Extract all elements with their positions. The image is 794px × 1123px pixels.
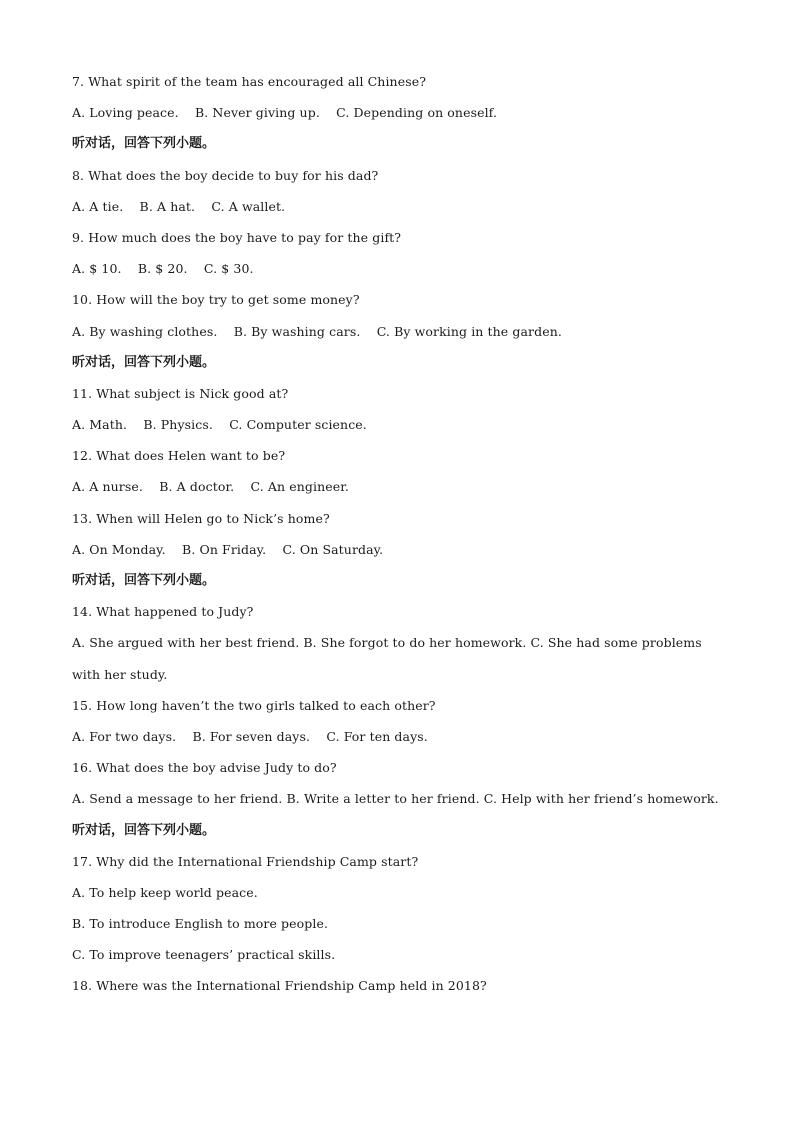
section-heading: 听对话，回答下列小题。 (72, 822, 216, 838)
question-11: 11. What subject is Nick good at? (72, 385, 289, 401)
question-14: 14. What happened to Judy? (72, 604, 254, 620)
question-8: 8. What does the boy decide to buy for his dad? (72, 167, 379, 183)
options-14: A. She argued with her best friend. B. She forgot to do her homework. C. She had some problems with her study. (72, 635, 702, 682)
question-10: 10. How will the boy try to get some money? (72, 292, 360, 308)
options-9: A. $ 10. B. $ 20. C. $ 30. (72, 261, 254, 277)
question-15: 15. How long haven’t the two girls talked to each other? (72, 697, 436, 713)
question-17: 17. Why did the International Friendship Camp start? (72, 853, 419, 869)
options-12: A. A nurse. B. A doctor. C. An engineer. (72, 479, 349, 495)
options-15: A. For two days. B. For seven days. C. For ten days. (72, 728, 428, 744)
options-11: A. Math. B. Physics. C. Computer science. (72, 417, 367, 433)
options-8: A. A tie. B. A hat. C. A wallet. (72, 198, 286, 214)
question-7: 7. What spirit of the team has encouraged all Chinese? (72, 74, 427, 89)
question-13: 13. When will Helen go to Nick’s home? (72, 510, 330, 526)
section-heading: 听对话，回答下列小题。 (72, 354, 216, 370)
options-7: A. Loving peace. B. Never giving up. C. Depending on oneself. (72, 105, 498, 121)
option-17-a: A. To help keep world peace. (72, 884, 258, 900)
question-9: 9. How much does the boy have to pay for the gift? (72, 229, 402, 245)
question-18: 18. Where was the International Friendship Camp held in 2018? (72, 978, 487, 994)
option-17-b: B. To introduce English to more people. (72, 916, 329, 932)
question-12: 12. What does Helen want to be? (72, 448, 286, 464)
options-13: A. On Monday. B. On Friday. C. On Saturday. (72, 541, 384, 557)
section-heading: 听对话，回答下列小题。 (72, 573, 216, 588)
section-heading: 听对话，回答下列小题。 (72, 136, 216, 152)
options-16: A. Send a message to her friend. B. Write a letter to her friend. C. Help with her friend’s homework. (72, 791, 719, 807)
option-17-c: C. To improve teenagers’ practical skills. (72, 947, 336, 963)
question-16: 16. What does the boy advise Judy to do? (72, 760, 337, 776)
exam-page (72, 66, 732, 1002)
options-10: A. By washing clothes. B. By washing cars. C. By working in the garden. (72, 323, 562, 339)
